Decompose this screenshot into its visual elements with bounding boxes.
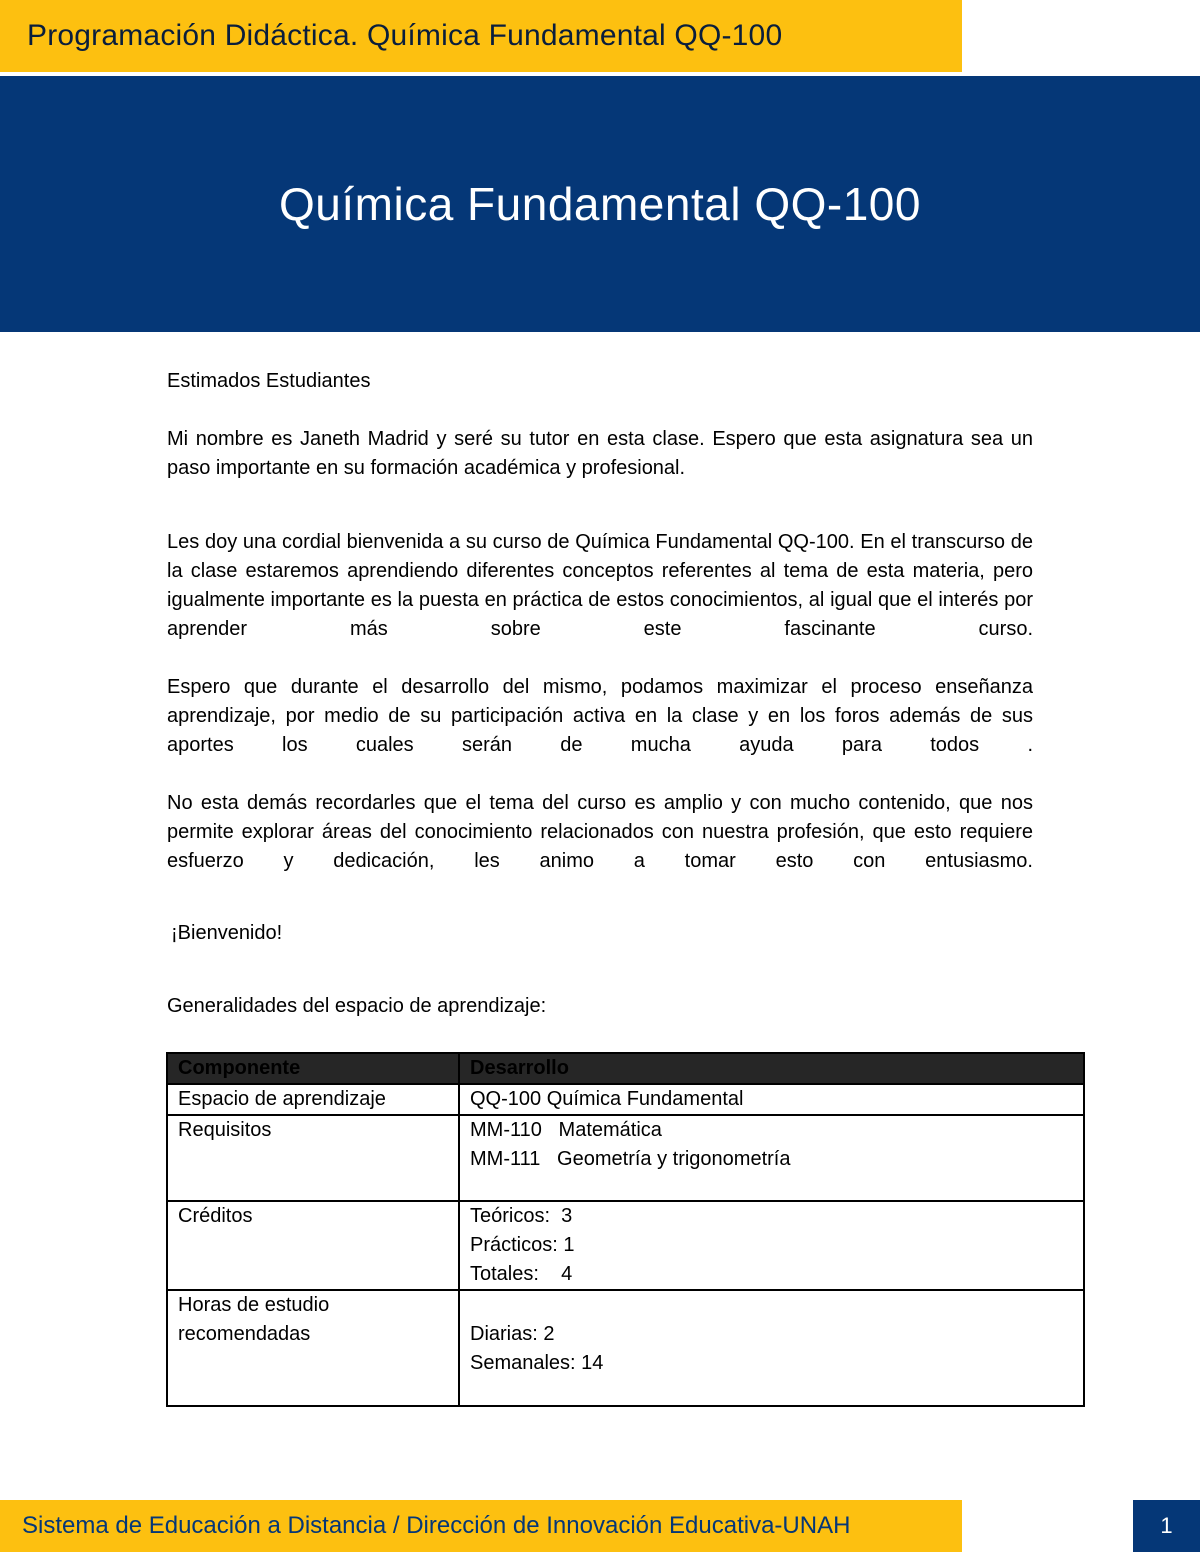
row-component: Horas de estudio recomendadas xyxy=(167,1290,459,1406)
page-number-box xyxy=(1133,1500,1200,1552)
row-line: Prácticos: 1 xyxy=(470,1234,575,1256)
table-row xyxy=(167,1201,1084,1290)
letter-body xyxy=(167,367,1033,1021)
welcome-exclamation: ¡Bienvenido! xyxy=(171,922,283,944)
page-number: 1 xyxy=(1160,1513,1173,1538)
header-development: Desarrollo xyxy=(459,1053,1084,1084)
row-line: MM-111 Geometría y trigonometría xyxy=(470,1148,791,1170)
row-line: Semanales: 14 xyxy=(470,1352,604,1374)
row-development xyxy=(459,1084,1084,1115)
hero-banner xyxy=(0,76,1200,332)
paragraph-welcome: Les doy una cordial bienvenida a su curso de Química Fundamental QQ-100. En el transcurso de la clase estaremos aprendiendo diferentes conceptos referentes al tema de esta materia, pero igualmente importante es la puesta en práctica de estos conocimientos, al igual que el interés por aprender más sobre este fascinante curso. xyxy=(167,531,1033,640)
header-band xyxy=(0,0,962,72)
row-development xyxy=(459,1290,1084,1406)
paragraph-reminder: No esta demás recordarles que el tema del curso es amplio y con mucho contenido, que nos permite explorar áreas del conocimiento relacionados con nuestra profesión, que esto requiere esfuerzo y dedicación, les animo a tomar esto con entusiasmo. xyxy=(167,792,1033,872)
header-component: Componente xyxy=(167,1053,459,1084)
row-line: QQ-100 Química Fundamental xyxy=(470,1088,744,1110)
row-development xyxy=(459,1115,1084,1201)
paragraph-intro: Mi nombre es Janeth Madrid y seré su tutor en esta clase. Espero que esta asignatura sea un paso importante en su formación académica y profesional. xyxy=(167,428,1033,479)
table-row xyxy=(167,1084,1084,1115)
row-development xyxy=(459,1201,1084,1290)
footer-text: Sistema de Educación a Distancia / Dirección de Innovación Educativa-UNAH xyxy=(22,1512,851,1539)
generalities-title: Generalidades del espacio de aprendizaje: xyxy=(167,995,547,1017)
row-component: Espacio de aprendizaje xyxy=(167,1084,459,1115)
row-line: Teóricos: 3 xyxy=(470,1205,573,1227)
row-line: Totales: 4 xyxy=(470,1263,573,1285)
greeting: Estimados Estudiantes xyxy=(167,370,371,392)
generalities-table xyxy=(166,1052,1085,1407)
row-component: Créditos xyxy=(167,1201,459,1290)
row-component: Requisitos xyxy=(167,1115,459,1201)
row-line: Diarias: 2 xyxy=(470,1323,555,1345)
page-title: Química Fundamental QQ-100 xyxy=(279,178,921,230)
table-row xyxy=(167,1290,1084,1406)
row-line: MM-110 Matemática xyxy=(470,1119,662,1141)
header-band-title: Programación Didáctica. Química Fundamental QQ-100 xyxy=(27,19,783,52)
footer-band xyxy=(0,1500,962,1552)
table-header-row xyxy=(167,1053,1084,1084)
table-row xyxy=(167,1115,1084,1201)
paragraph-development: Espero que durante el desarrollo del mismo, podamos maximizar el proceso enseñanza aprendizaje, por medio de su participación activa en la clase y en los foros además de sus aportes los cuales serán de mucha ayuda para todos . xyxy=(167,676,1033,756)
